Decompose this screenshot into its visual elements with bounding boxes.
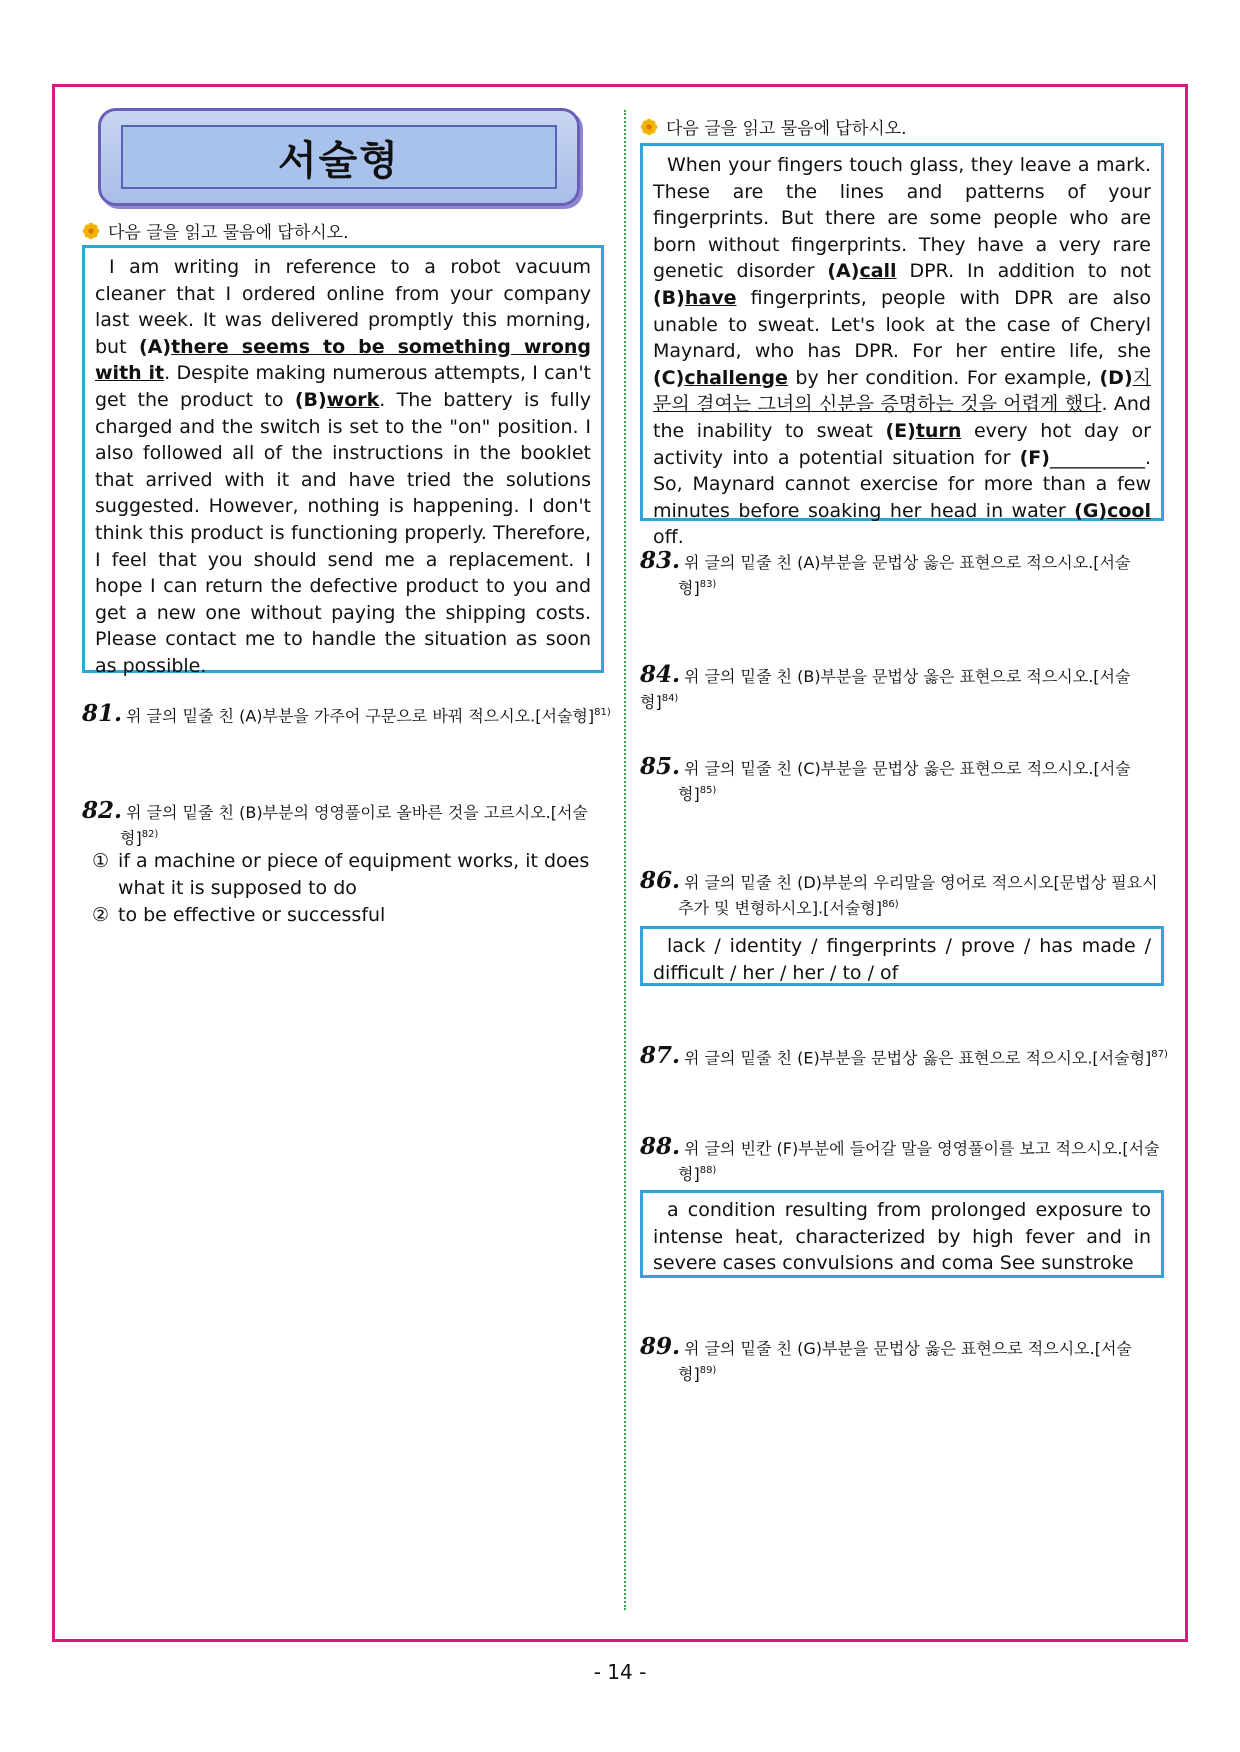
underline-d: 지문의 결여는 그녀의 신분을 증명하는 것을 어렵게 했다 (653, 366, 1151, 416)
title-banner (98, 108, 580, 206)
passage-1-text-2: . Despite making numerous attempts, I can't get the product to (95, 362, 591, 411)
column-divider (624, 110, 626, 1610)
question-number: 81. (82, 700, 123, 728)
question-number: 87. (640, 1042, 681, 1070)
footnote-ref: 81) (594, 707, 611, 718)
passage-2 (640, 143, 1164, 549)
passage-2-text-2: DPR. In addition to not (896, 260, 1152, 283)
question-number: 88. (640, 1133, 681, 1160)
passage-1-text-3: . The battery is fully charged and the switch is set to the "on" position. I also followed all of the instructions in the booklet that arrived with it and have tried the solutions suggested. However, nothing is happening. I don't think this product is functioning properly. Therefore, I feel that you should send me a replacement. I hope I can return the defective product to you and get a new one without paying the shipping costs. Please contact me to handle the situation as soon as possible. (95, 388, 591, 677)
page-title: 서술형 (278, 137, 400, 184)
option-2[interactable] (92, 902, 612, 929)
instruction-text: 다음 글을 읽고 물음에 답하시오. (666, 119, 907, 139)
passage-2-text-8: off. (653, 526, 684, 549)
question-number: 89. (640, 1333, 681, 1360)
footnote-ref: 88) (699, 1165, 717, 1176)
passage-1 (82, 245, 604, 677)
passage-2-text-7: . So, Maynard cannot exercise for more than a few minutes before soaking her head in water (653, 446, 1151, 522)
question-88 (640, 1133, 1168, 1185)
option-mark: ① (92, 850, 110, 872)
question-number: 85. (640, 753, 681, 780)
underline-c: challenge (684, 366, 788, 389)
question-85 (640, 753, 1168, 805)
flower-icon (640, 118, 658, 136)
footnote-ref: 85) (699, 785, 717, 796)
question-number: 84. (640, 661, 681, 688)
question-text: 위 글의 밑줄 친 (C)부분을 문법상 옳은 표현으로 적으시오.[서술 (684, 759, 1131, 778)
underline-b: have (684, 286, 737, 309)
instruction-text: 다음 글을 읽고 물음에 답하시오. (108, 223, 349, 243)
question-text: 위 글의 밑줄 친 (D)부분의 우리말을 영어로 적으시오[문법상 필요시 (684, 873, 1158, 892)
footnote-ref: 82) (141, 829, 159, 840)
passage-2-text-3: fingerprints, people with DPR are also unable to sweat. Let's look at the case of Cheryl Maynard, who has DPR. For her entire life, she (653, 286, 1151, 363)
mark-a: (A) (138, 335, 172, 358)
option-mark: ② (92, 904, 110, 926)
passage-2-text-4: by her condition. For example, (787, 366, 1100, 389)
question-text-cont: 형] (120, 828, 142, 848)
question-89 (640, 1333, 1168, 1385)
question-text-cont: 추가 및 변형하시오].[서술형] (678, 898, 883, 918)
mark-c: (C) (653, 366, 685, 389)
flower-icon (82, 222, 100, 240)
option-text: to be effective or successful (118, 904, 386, 926)
question-text-cont: 형] (678, 578, 700, 598)
question-81 (82, 702, 612, 727)
question-number: 83. (640, 547, 681, 574)
question-text: 위 글의 밑줄 친 (E)부분을 문법상 옳은 표현으로 적으시오.[서술형] (684, 1048, 1152, 1068)
option-1[interactable] (92, 848, 612, 902)
mark-f: (F) (1019, 446, 1050, 469)
mark-e: (E) (885, 419, 916, 442)
footnote-ref: 87) (1151, 1049, 1168, 1060)
question-84 (640, 661, 1168, 713)
mark-b: (B) (294, 388, 327, 411)
underline-b: work (326, 388, 380, 411)
footnote-ref: 84) (661, 693, 679, 704)
question-text-cont: 형] (678, 1164, 700, 1184)
question-82 (82, 797, 612, 849)
passage-2-text-5: . And the inability to sweat (653, 393, 1151, 442)
footnote-ref: 86) (882, 899, 899, 910)
question-number: 82. (82, 797, 123, 824)
question-text: 위 글의 빈칸 (F)부분에 들어갈 말을 영영풀이를 보고 적으시오.[서술 (684, 1139, 1160, 1158)
question-number: 86. (640, 867, 681, 894)
mark-d: (D) (1099, 366, 1133, 389)
question-text: 위 글의 밑줄 친 (G)부분을 문법상 옳은 표현으로 적으시오.[서술 (684, 1339, 1132, 1358)
option-text-cont: what it is supposed to do (118, 877, 357, 899)
definition-box-88 (640, 1190, 1164, 1278)
mark-a: (A) (827, 260, 860, 283)
question-text: 위 글의 밑줄 친 (B)부분의 영영풀이로 올바른 것을 고르시오.[서술 (126, 803, 588, 822)
word-box-86 (640, 926, 1164, 986)
footnote-ref: 89) (699, 1365, 717, 1376)
blank-f: __________ (1049, 446, 1145, 469)
title-inner (121, 125, 557, 189)
page-number: - 14 - (593, 1660, 647, 1684)
question-text-cont: 형] (678, 784, 700, 804)
instruction-left (82, 218, 349, 243)
question-83 (640, 547, 1168, 599)
underline-a: there seems to be something wrong with it (95, 335, 591, 385)
question-text: 위 글의 밑줄 친 (A)부분을 문법상 옳은 표현으로 적으시오.[서술 (684, 553, 1131, 572)
question-text-cont: 형] (678, 1364, 700, 1384)
footnote-ref: 83) (699, 579, 717, 590)
underline-a: call (859, 260, 897, 283)
mark-g: (G) (1074, 499, 1108, 522)
question-87 (640, 1044, 1168, 1069)
passage-1-text: I am writing in reference to a robot vacuum cleaner that I ordered online from your company last week. It was delivered promptly this morning, but (95, 256, 591, 358)
underline-e: turn (915, 419, 962, 442)
instruction-right (640, 114, 907, 139)
option-text: if a machine or piece of equipment works, it does (118, 850, 590, 872)
passage-2-text: When your fingers touch glass, they leave a mark. These are the lines and patterns of your fingerprints. But there are some people who are born without fingerprints. They have a very rare genetic disorder (653, 154, 1151, 283)
question-text: 위 글의 밑줄 친 (A)부분을 가주어 구문으로 바꿔 적으시오.[서술형] (126, 706, 595, 726)
word-box-text: lack / identity / fingerprints / prove / has made / difficult / her / her / to / of (653, 935, 1151, 984)
passage-2-text-6: every hot day or activity into a potential situation for (653, 419, 1151, 469)
mark-b: (B) (653, 286, 685, 309)
question-86 (640, 867, 1168, 919)
definition-text: a condition resulting from prolonged exposure to intense heat, characterized by high fever and in severe cases convulsions and coma See sunstroke (653, 1199, 1151, 1275)
question-text: 위 글의 밑줄 친 (B)부분을 문법상 옳은 표현으로 적으시오.[서술형] (640, 667, 1131, 712)
underline-g: cool (1107, 499, 1151, 522)
